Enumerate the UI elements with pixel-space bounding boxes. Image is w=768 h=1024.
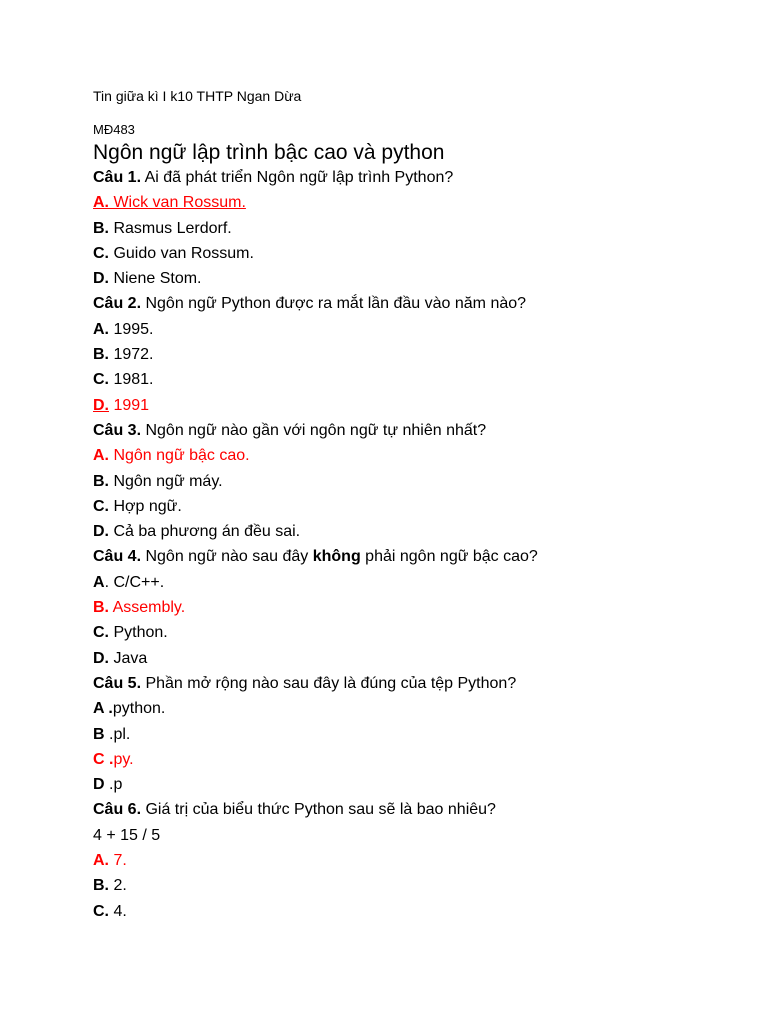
question-number: Câu 4. bbox=[93, 548, 142, 566]
option-4b bbox=[93, 595, 538, 620]
option-letter: C. bbox=[93, 902, 109, 920]
option-text: Ngôn ngữ máy. bbox=[109, 472, 223, 490]
option-text: Python. bbox=[109, 624, 168, 642]
option-text: python. bbox=[112, 700, 166, 718]
question-emphasis: không bbox=[312, 548, 361, 566]
option-1b bbox=[93, 216, 538, 241]
option-5c bbox=[93, 747, 538, 772]
option-text: 1995. bbox=[109, 320, 154, 338]
option-text: Rasmus Lerdorf. bbox=[109, 219, 232, 237]
option-4a bbox=[93, 570, 538, 595]
question-1 bbox=[93, 165, 538, 190]
question-text: Giá trị của biểu thức Python sau sẽ là bao nhiêu? bbox=[141, 801, 496, 819]
option-letter: C. bbox=[93, 624, 109, 642]
option-2d bbox=[93, 393, 538, 418]
option-letter: D bbox=[93, 776, 105, 794]
question-number: Câu 1. bbox=[93, 169, 142, 186]
option-letter: A . bbox=[93, 700, 113, 718]
exam-code: MĐ483 bbox=[93, 122, 135, 137]
option-2b bbox=[93, 342, 538, 367]
option-3a bbox=[93, 443, 538, 468]
option-text: 1991 bbox=[109, 396, 150, 414]
doc-title: Ngôn ngữ lập trình bậc cao và python bbox=[93, 141, 445, 164]
option-letter: B. bbox=[93, 599, 109, 617]
option-6a bbox=[93, 848, 538, 873]
doc-header: Tin giữa kì I k10 THTP Ngan Dừa bbox=[93, 88, 302, 104]
option-letter: D. bbox=[93, 396, 109, 414]
option-6b bbox=[93, 873, 538, 898]
option-text: . C/C++. bbox=[104, 573, 165, 591]
question-2 bbox=[93, 291, 538, 316]
option-text: Ngôn ngữ bậc cao. bbox=[109, 447, 250, 465]
option-text: 7. bbox=[109, 852, 127, 870]
option-3b bbox=[93, 469, 538, 494]
option-letter: A. bbox=[93, 852, 109, 870]
question-number: Câu 2. bbox=[93, 295, 142, 313]
option-text: 2. bbox=[109, 877, 127, 895]
option-5d bbox=[93, 772, 538, 797]
option-letter: B. bbox=[93, 219, 109, 237]
question-6 bbox=[93, 797, 538, 822]
option-5a bbox=[93, 696, 538, 721]
option-letter: B. bbox=[93, 877, 109, 895]
option-text: Guido van Rossum. bbox=[109, 244, 254, 262]
question-4 bbox=[93, 544, 538, 569]
question-6-expression: 4 + 15 / 5 bbox=[93, 826, 161, 844]
option-6c bbox=[93, 899, 538, 924]
option-text: Wick van Rossum. bbox=[109, 194, 246, 212]
option-text: py. bbox=[113, 750, 134, 768]
option-1c bbox=[93, 241, 538, 266]
option-text: 1981. bbox=[109, 371, 154, 389]
option-3d bbox=[93, 519, 538, 544]
option-letter: A. bbox=[93, 447, 109, 465]
question-text: Phần mở rộng nào sau đây là đúng của tệp Python? bbox=[141, 674, 517, 692]
option-letter: B bbox=[93, 725, 105, 743]
option-letter: B. bbox=[93, 346, 109, 364]
option-text: Hợp ngữ. bbox=[109, 497, 182, 515]
option-text: Assembly. bbox=[109, 599, 186, 617]
option-text: Niene Stom. bbox=[109, 270, 202, 288]
question-text: Ngôn ngữ nào sau đây bbox=[141, 548, 313, 566]
option-text: Java bbox=[109, 649, 148, 667]
option-4d bbox=[93, 646, 538, 671]
option-text: 1972. bbox=[109, 346, 154, 364]
question-number: Câu 6. bbox=[93, 801, 142, 819]
question-number: Câu 5. bbox=[93, 674, 142, 692]
option-letter: C. bbox=[93, 244, 109, 262]
option-2c bbox=[93, 367, 538, 392]
option-letter: A bbox=[93, 573, 105, 591]
option-text: Cả ba phương án đều sai. bbox=[109, 523, 301, 541]
option-letter: A. bbox=[93, 320, 109, 338]
question-text: Ngôn ngữ nào gần với ngôn ngữ tự nhiên nhất? bbox=[141, 421, 487, 439]
question-3 bbox=[93, 418, 538, 443]
option-3c bbox=[93, 494, 538, 519]
option-letter: C. bbox=[93, 371, 109, 389]
option-text: .p bbox=[104, 776, 123, 794]
option-text: 4. bbox=[109, 902, 127, 920]
option-letter: D. bbox=[93, 649, 109, 667]
option-letter: B. bbox=[93, 472, 109, 490]
question-text-end: phải ngôn ngữ bậc cao? bbox=[360, 548, 538, 566]
option-text: .pl. bbox=[104, 725, 131, 743]
option-1a bbox=[93, 190, 538, 215]
option-letter: D. bbox=[93, 523, 109, 541]
question-5 bbox=[93, 671, 538, 696]
question-list bbox=[93, 165, 538, 924]
option-4c bbox=[93, 620, 538, 645]
question-text: Ai đã phát triển Ngôn ngữ lập trình Python? bbox=[141, 169, 454, 186]
option-5b bbox=[93, 722, 538, 747]
question-text: Ngôn ngữ Python được ra mắt lần đầu vào năm nào? bbox=[141, 295, 527, 313]
option-1d bbox=[93, 266, 538, 291]
option-letter: D. bbox=[93, 270, 109, 288]
option-letter: C. bbox=[93, 497, 109, 515]
option-letter: C . bbox=[93, 750, 114, 768]
option-letter: A. bbox=[93, 194, 109, 212]
option-2a bbox=[93, 317, 538, 342]
question-number: Câu 3. bbox=[93, 421, 142, 439]
